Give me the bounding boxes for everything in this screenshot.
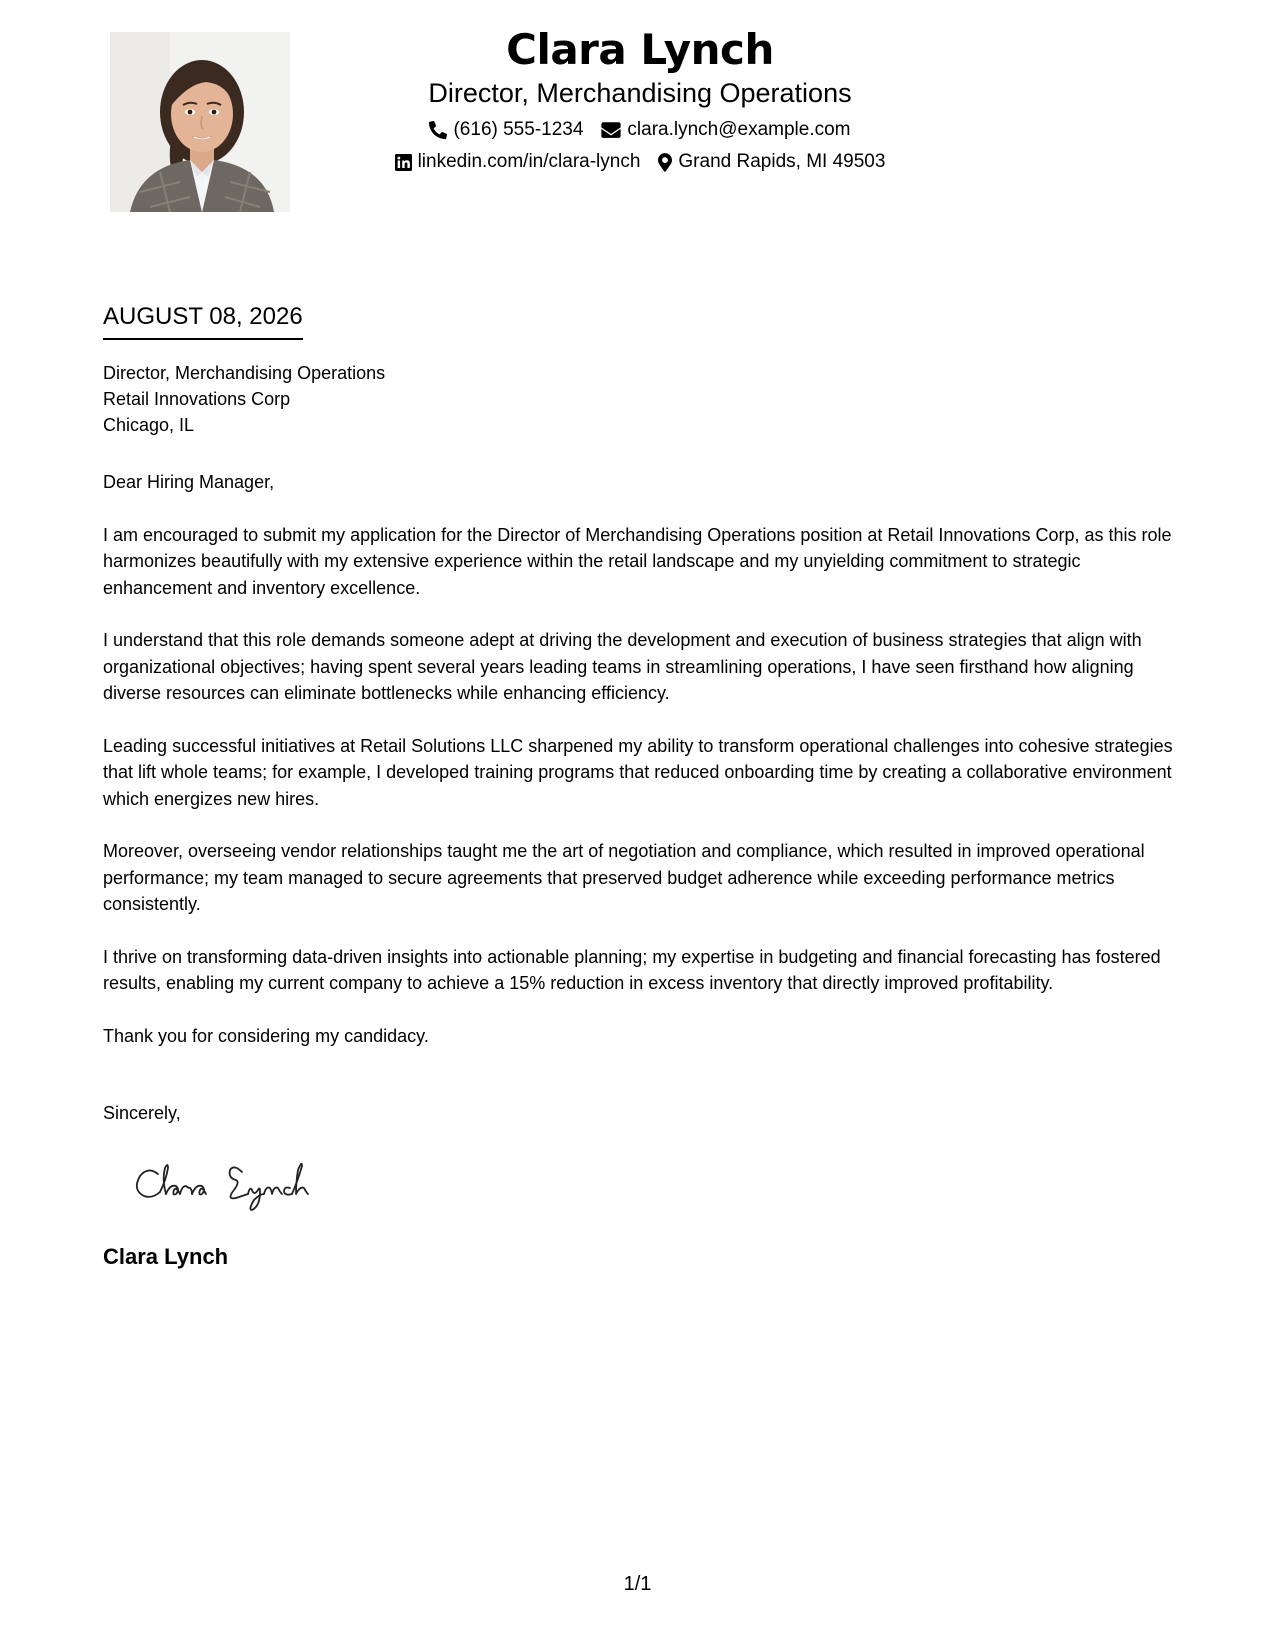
contact-row-1 bbox=[330, 118, 950, 142]
recipient-location: Chicago, IL bbox=[103, 415, 195, 435]
phone-contact[interactable] bbox=[429, 118, 583, 142]
closing: Sincerely, bbox=[103, 1103, 181, 1123]
map-marker-icon bbox=[658, 153, 672, 172]
email-contact[interactable] bbox=[601, 118, 850, 142]
contact-row-2 bbox=[330, 150, 950, 174]
candidate-title: Director, Merchandising Operations bbox=[428, 78, 852, 108]
signed-name: Clara Lynch bbox=[103, 1244, 229, 1269]
linkedin-contact[interactable] bbox=[395, 150, 641, 174]
page-number: 1/1 bbox=[623, 1573, 652, 1595]
recipient-title: Director, Merchandising Operations bbox=[103, 363, 386, 383]
phone-icon bbox=[429, 121, 447, 139]
letter-body bbox=[103, 469, 1183, 1075]
linkedin-text: linkedin.com/in/clara-lynch bbox=[417, 151, 641, 172]
letter-date: AUGUST 08, 2026 bbox=[103, 302, 303, 340]
envelope-icon bbox=[601, 122, 621, 138]
candidate-name: Clara Lynch bbox=[506, 25, 774, 74]
email-text: clara.lynch@example.com bbox=[627, 119, 851, 140]
recipient-company: Retail Innovations Corp bbox=[103, 389, 291, 409]
location-text: Grand Rapids, MI 49503 bbox=[678, 151, 886, 172]
paragraph: I thrive on transforming data-driven insights into actionable planning; my expertise in budgeting and financial forecasting has fostered results, enabling my current company to achieve a 15% reduction in excess inventory that directly improved profitability. bbox=[103, 946, 1161, 993]
paragraph: Thank you for considering my candidacy. bbox=[103, 1025, 429, 1046]
phone-text: (616) 555-1234 bbox=[453, 119, 584, 140]
recipient-block bbox=[103, 360, 385, 438]
paragraph: I am encouraged to submit my application for the Director of Merchandising Operations position at Retail Innovations Corp, as this role harmonizes beautifully with my extensive experience within the retail landscape and my unyielding commitment to strategic enhancement and inventory excellence. bbox=[103, 524, 1172, 598]
greeting: Dear Hiring Manager, bbox=[103, 472, 275, 492]
linkedin-icon bbox=[395, 154, 412, 171]
profile-photo bbox=[110, 32, 290, 212]
paragraph: I understand that this role demands someone adept at driving the development and execution of business strategies that align with organizational objectives; having spent several years leading teams in streamlining operations, I have seen firsthand how aligning diverse resources can eliminate bottlenecks while enhancing efficiency. bbox=[103, 630, 1142, 703]
letter-header bbox=[330, 20, 950, 174]
paragraph: Leading successful initiatives at Retail Solutions LLC sharpened my ability to transform operational challenges into cohesive strategies that lift whole teams; for example, I developed training programs that reduced onboarding time by creating a collaborative environment which energizes new hires. bbox=[103, 735, 1173, 809]
paragraph: Moreover, overseeing vendor relationships taught me the art of negotiation and compliance, which resulted in improved operational performance; my team managed to secure agreements that preserved budget adherence while exceeding performance metrics consistently. bbox=[103, 841, 1145, 914]
handwritten-signature bbox=[130, 1150, 350, 1220]
location-contact bbox=[658, 150, 885, 174]
